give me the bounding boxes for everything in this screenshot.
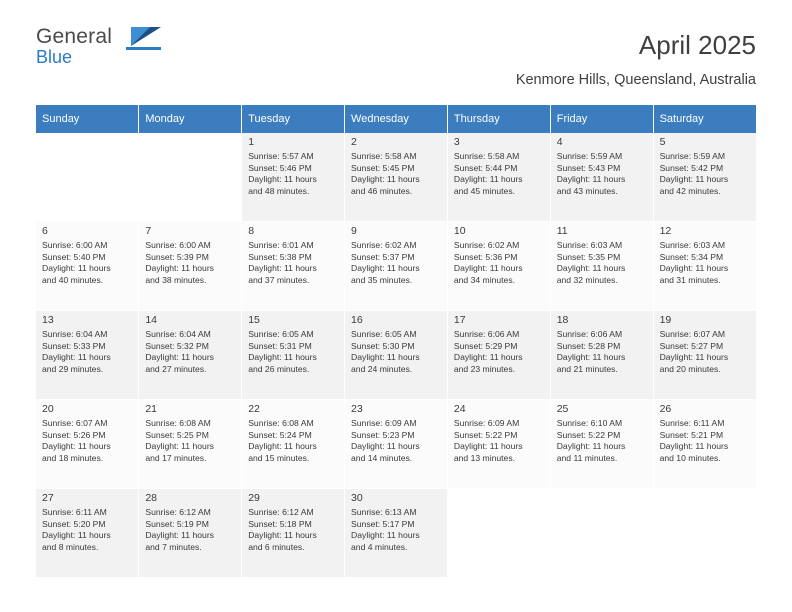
day-sunset-text: Sunset: 5:22 PM [556,429,621,440]
day-sunrise-text: Sunrise: 6:04 AM [145,329,211,339]
day-number: 20 [42,403,54,415]
calendar-empty-cell [550,489,653,578]
day-daylight2-text: and 37 minutes. [248,274,310,285]
day-number: 13 [42,314,54,326]
day-number: 17 [453,314,466,326]
calendar-day-cell[interactable] [550,222,653,311]
day-daylight2-text: and 31 minutes. [659,274,721,285]
day-info [557,151,648,197]
day-sunrise-text: Sunrise: 6:07 AM [659,329,726,339]
day-sunset-text: Sunset: 5:19 PM [145,518,209,529]
day-info [248,329,339,375]
day-info [145,240,236,286]
day-daylight1-text: Daylight: 11 hours [556,174,626,185]
day-daylight2-text: and 23 minutes. [453,363,516,374]
day-daylight1-text: Daylight: 11 hours [659,263,729,274]
day-daylight1-text: Daylight: 11 hours [248,263,317,274]
day-info [660,418,751,464]
day-info [351,240,442,286]
day-sunset-text: Sunset: 5:17 PM [351,518,415,529]
day-sunset-text: Sunset: 5:37 PM [351,251,415,262]
calendar-day-cell[interactable] [345,222,448,311]
weekday-header-wednesday: Wednesday [345,105,448,133]
day-daylight2-text: and 14 minutes. [351,452,413,463]
day-number: 14 [145,314,158,326]
day-daylight1-text: Daylight: 11 hours [42,263,111,274]
calendar-week-row [36,133,756,222]
calendar-day-cell[interactable] [550,311,653,400]
day-daylight2-text: and 21 minutes. [556,363,618,374]
weekday-header-thursday: Thursday [447,105,550,133]
calendar-day-cell[interactable] [36,222,139,311]
day-daylight1-text: Daylight: 11 hours [42,530,111,541]
day-daylight1-text: Daylight: 11 hours [145,263,214,274]
day-sunrise-text: Sunrise: 6:13 AM [351,507,417,517]
logo-text-blue: Blue [36,47,73,67]
day-sunset-text: Sunset: 5:22 PM [453,429,518,440]
calendar-day-cell[interactable] [242,400,345,489]
day-daylight2-text: and 20 minutes. [659,363,721,374]
weekday-header-monday: Monday [139,105,242,133]
day-sunset-text: Sunset: 5:21 PM [659,429,724,440]
day-daylight2-text: and 7 minutes. [145,541,202,552]
day-number: 19 [659,314,672,326]
day-info [351,329,442,375]
calendar-empty-cell [36,133,139,222]
day-number: 29 [248,492,260,504]
day-daylight1-text: Daylight: 11 hours [453,352,523,363]
day-info [145,507,236,553]
day-sunrise-text: Sunrise: 6:08 AM [248,418,314,428]
day-number: 24 [453,403,466,415]
day-sunset-text: Sunset: 5:46 PM [248,162,312,173]
day-info [351,151,442,197]
day-number: 11 [556,225,568,237]
day-sunset-text: Sunset: 5:29 PM [453,340,518,351]
day-daylight2-text: and 17 minutes. [145,452,207,463]
calendar-week-row [36,489,756,578]
calendar-day-cell[interactable] [36,311,139,400]
day-info [454,329,545,375]
day-info [351,418,442,464]
day-sunrise-text: Sunrise: 5:59 AM [556,151,623,161]
weekday-header-row [36,105,756,133]
day-daylight2-text: and 29 minutes. [42,363,104,374]
day-info [248,418,339,464]
day-sunrise-text: Sunrise: 6:00 AM [42,240,108,250]
day-sunrise-text: Sunrise: 6:04 AM [42,329,108,339]
calendar-day-cell[interactable] [653,400,756,489]
day-sunset-text: Sunset: 5:34 PM [659,251,724,262]
weekday-header-friday: Friday [550,105,653,133]
calendar-day-cell[interactable] [36,489,139,578]
day-sunset-text: Sunset: 5:26 PM [42,429,106,440]
calendar-day-cell[interactable] [653,133,756,222]
calendar-day-cell[interactable] [242,222,345,311]
calendar-day-cell[interactable] [550,400,653,489]
day-sunrise-text: Sunrise: 6:06 AM [556,329,623,339]
day-daylight1-text: Daylight: 11 hours [453,174,523,185]
day-daylight1-text: Daylight: 11 hours [556,263,626,274]
day-sunset-text: Sunset: 5:33 PM [42,340,106,351]
day-daylight2-text: and 45 minutes. [453,185,516,196]
day-number: 18 [556,314,569,326]
day-sunrise-text: Sunrise: 6:03 AM [659,240,726,250]
calendar-empty-cell [653,489,756,578]
day-daylight2-text: and 18 minutes. [42,452,104,463]
day-sunset-text: Sunset: 5:28 PM [556,340,621,351]
location-subtitle: Kenmore Hills, Queensland, Australia [515,72,756,88]
day-info [351,507,442,553]
day-number: 6 [42,225,48,237]
day-sunrise-text: Sunrise: 6:11 AM [42,507,107,517]
day-daylight2-text: and 46 minutes. [351,185,413,196]
day-daylight2-text: and 27 minutes. [145,363,207,374]
day-sunrise-text: Sunrise: 5:58 AM [351,151,417,161]
day-daylight2-text: and 15 minutes. [248,452,310,463]
day-daylight1-text: Daylight: 11 hours [145,352,214,363]
calendar-day-cell[interactable] [36,400,139,489]
day-info [557,240,648,286]
day-number: 3 [453,136,460,148]
day-sunrise-text: Sunrise: 6:05 AM [351,329,417,339]
day-number: 1 [248,136,255,148]
day-sunrise-text: Sunrise: 6:12 AM [145,507,211,517]
day-number: 27 [42,492,54,504]
day-sunrise-text: Sunrise: 6:11 AM [659,418,725,428]
day-sunset-text: Sunset: 5:42 PM [659,162,724,173]
day-number: 8 [248,225,255,237]
day-sunrise-text: Sunrise: 6:02 AM [453,240,520,250]
calendar-day-cell[interactable] [447,400,550,489]
day-info [557,329,648,375]
day-number: 5 [659,136,666,148]
day-daylight2-text: and 24 minutes. [351,363,413,374]
day-daylight1-text: Daylight: 11 hours [351,174,420,185]
page-header [36,0,756,88]
day-sunset-text: Sunset: 5:24 PM [248,429,312,440]
day-sunrise-text: Sunrise: 5:57 AM [248,151,314,161]
calendar-day-cell[interactable] [345,489,448,578]
day-info [660,151,751,197]
day-sunset-text: Sunset: 5:45 PM [351,162,415,173]
day-sunset-text: Sunset: 5:35 PM [556,251,621,262]
day-info [42,418,133,464]
day-daylight1-text: Daylight: 11 hours [145,530,214,541]
day-sunrise-text: Sunrise: 6:03 AM [556,240,623,250]
day-sunrise-text: Sunrise: 6:00 AM [145,240,211,250]
day-daylight1-text: Daylight: 11 hours [659,441,729,452]
day-daylight1-text: Daylight: 11 hours [42,352,111,363]
day-daylight1-text: Daylight: 11 hours [556,441,626,452]
day-sunset-text: Sunset: 5:30 PM [351,340,415,351]
day-daylight1-text: Daylight: 11 hours [351,352,420,363]
day-sunrise-text: Sunrise: 6:09 AM [453,418,520,428]
day-sunrise-text: Sunrise: 6:07 AM [42,418,108,428]
day-daylight2-text: and 32 minutes. [556,274,618,285]
day-daylight1-text: Daylight: 11 hours [145,441,214,452]
day-sunrise-text: Sunrise: 6:01 AM [248,240,314,250]
day-sunset-text: Sunset: 5:32 PM [145,340,209,351]
day-sunrise-text: Sunrise: 6:08 AM [145,418,211,428]
calendar-day-cell[interactable] [345,133,448,222]
day-number: 9 [351,225,357,237]
calendar-empty-cell [447,489,550,578]
day-number: 4 [556,136,563,148]
calendar-day-cell[interactable] [345,400,448,489]
calendar-day-cell[interactable] [653,222,756,311]
flag-icon [131,27,161,46]
day-daylight1-text: Daylight: 11 hours [659,352,729,363]
day-number: 15 [248,314,260,326]
day-info [248,151,339,197]
calendar-week-row [36,311,756,400]
day-sunset-text: Sunset: 5:18 PM [248,518,312,529]
day-daylight2-text: and 34 minutes. [453,274,516,285]
day-number: 7 [145,225,152,237]
day-sunrise-text: Sunrise: 5:58 AM [453,151,520,161]
calendar-day-cell[interactable] [447,222,550,311]
day-sunrise-text: Sunrise: 5:59 AM [659,151,726,161]
day-number: 26 [659,403,672,415]
day-sunrise-text: Sunrise: 6:02 AM [351,240,417,250]
calendar-day-cell[interactable] [550,133,653,222]
calendar-day-cell[interactable] [653,311,756,400]
day-sunset-text: Sunset: 5:20 PM [42,518,106,529]
day-daylight2-text: and 4 minutes. [351,541,408,552]
day-daylight1-text: Daylight: 11 hours [248,174,317,185]
calendar-day-cell[interactable] [345,311,448,400]
day-sunrise-text: Sunrise: 6:05 AM [248,329,314,339]
day-daylight2-text: and 13 minutes. [453,452,516,463]
calendar-week-row [36,222,756,311]
day-number: 23 [351,403,363,415]
day-sunrise-text: Sunrise: 6:06 AM [453,329,520,339]
day-number: 25 [556,403,569,415]
day-info [660,240,751,286]
day-daylight1-text: Daylight: 11 hours [351,441,420,452]
day-info [454,418,545,464]
logo[interactable] [36,26,166,72]
day-sunset-text: Sunset: 5:31 PM [248,340,312,351]
weekday-header-sunday: Sunday [36,105,139,133]
logo-underline [126,47,161,50]
calendar-day-cell[interactable] [242,489,345,578]
day-number: 2 [351,136,357,148]
calendar-day-cell[interactable] [447,133,550,222]
day-daylight2-text: and 8 minutes. [42,541,99,552]
calendar-day-cell[interactable] [139,222,242,311]
day-daylight2-text: and 35 minutes. [351,274,413,285]
day-sunset-text: Sunset: 5:23 PM [351,429,415,440]
calendar-empty-cell [139,133,242,222]
day-sunrise-text: Sunrise: 6:12 AM [248,507,314,517]
day-daylight1-text: Daylight: 11 hours [248,530,317,541]
page-title: April 2025 [638,30,756,60]
day-sunset-text: Sunset: 5:40 PM [42,251,106,262]
day-daylight2-text: and 43 minutes. [556,185,618,196]
day-daylight1-text: Daylight: 11 hours [453,441,523,452]
day-daylight1-text: Daylight: 11 hours [556,352,626,363]
calendar-day-cell[interactable] [242,133,345,222]
day-sunset-text: Sunset: 5:36 PM [453,251,518,262]
day-info [248,240,339,286]
day-info [454,240,545,286]
day-sunset-text: Sunset: 5:39 PM [145,251,209,262]
day-sunrise-text: Sunrise: 6:10 AM [556,418,623,428]
weekday-header-tuesday: Tuesday [242,105,345,133]
day-number: 22 [248,403,260,415]
day-daylight1-text: Daylight: 11 hours [659,174,729,185]
calendar-day-cell[interactable] [139,311,242,400]
day-daylight2-text: and 48 minutes. [248,185,310,196]
weekday-header-saturday: Saturday [653,105,756,133]
day-daylight1-text: Daylight: 11 hours [42,441,111,452]
day-daylight1-text: Daylight: 11 hours [351,263,420,274]
day-daylight1-text: Daylight: 11 hours [248,352,317,363]
day-number: 28 [145,492,158,504]
calendar-day-cell[interactable] [139,400,242,489]
day-info [42,240,133,286]
day-info [42,329,133,375]
day-number: 30 [351,492,363,504]
calendar-day-cell[interactable] [242,311,345,400]
day-sunrise-text: Sunrise: 6:09 AM [351,418,417,428]
day-sunset-text: Sunset: 5:43 PM [556,162,621,173]
logo-text-general: General [36,25,113,48]
day-daylight1-text: Daylight: 11 hours [351,530,420,541]
day-daylight2-text: and 26 minutes. [248,363,310,374]
day-info [42,507,133,553]
day-info [557,418,648,464]
day-number: 21 [145,403,158,415]
day-number: 10 [453,225,466,237]
calendar-week-row [36,400,756,489]
day-daylight2-text: and 42 minutes. [659,185,721,196]
day-daylight2-text: and 11 minutes. [556,452,618,463]
day-number: 12 [659,225,672,237]
day-info [145,329,236,375]
day-info [145,418,236,464]
sunrise-sunset-calendar [36,105,756,578]
day-daylight2-text: and 40 minutes. [42,274,104,285]
calendar-day-cell[interactable] [139,489,242,578]
day-sunset-text: Sunset: 5:44 PM [453,162,518,173]
day-daylight1-text: Daylight: 11 hours [248,441,317,452]
day-info [248,507,339,553]
day-sunset-text: Sunset: 5:25 PM [145,429,209,440]
day-info [454,151,545,197]
day-sunset-text: Sunset: 5:38 PM [248,251,312,262]
day-info [660,329,751,375]
day-number: 16 [351,314,363,326]
day-sunset-text: Sunset: 5:27 PM [659,340,724,351]
calendar-day-cell[interactable] [447,311,550,400]
day-daylight2-text: and 10 minutes. [659,452,721,463]
day-daylight1-text: Daylight: 11 hours [453,263,523,274]
day-daylight2-text: and 6 minutes. [248,541,305,552]
day-daylight2-text: and 38 minutes. [145,274,207,285]
